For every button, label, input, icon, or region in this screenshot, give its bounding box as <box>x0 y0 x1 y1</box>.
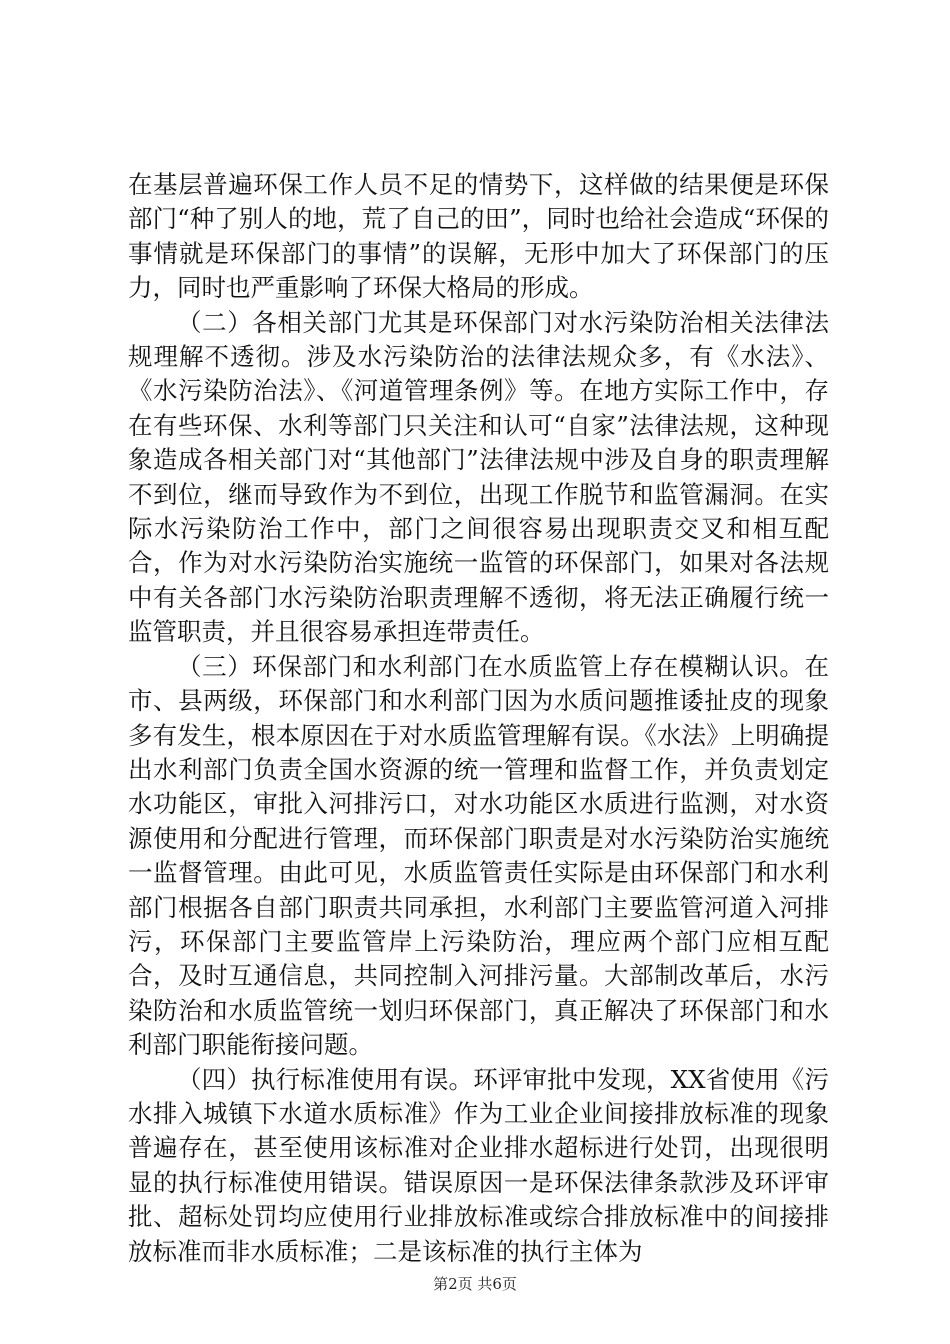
paragraph-4: （四）执行标准使用有误。环评审批中发现，XX省使用《污水排入城镇下水道水质标准》作为工业企业间接排放标准的现象普遍存在，甚至使用该标准对企业排水超标进行处罚，出现很明显的执行标准使用错误。错误原因一是环保法律条款涉及环评审批、超标处罚均应使用行业排放标准或综合排放标准中的间接排放标准而非水质标准；二是该标准的执行主体为 <box>128 1064 829 1266</box>
document-body <box>128 168 829 1269</box>
paragraph-3: （三）环保部门和水利部门在水质监管上存在模糊认识。在市、县两级，环保部门和水利部门因为水质问题推诿扯皮的现象多有发生，根本原因在于对水质监管理解有误。《水法》上明确提出水利部门负责全国水资源的统一管理和监督工作，并负责划定水功能区，审批入河排污口，对水功能区水质进行监测，对水资源使用和分配进行管理，而环保部门职责是对水污染防治实施统一监督管理。由此可见，水质监管责任实际是由环保部门和水利部门根据各自部门职责共同承担，水利部门主要监管河道入河排污，环保部门主要监管岸上污染防治，理应两个部门应相互配合，及时互通信息，共同控制入河排污量。大部制改革后，水污染防治和水质监管统一划归环保部门，真正解决了环保部门和水利部门职能衔接问题。 <box>128 651 829 1060</box>
paragraph-1: 在基层普遍环保工作人员不足的情势下，这样做的结果便是环保部门“种了别人的地，荒了自己的田”，同时也给社会造成“环保的事情就是环保部门的事情”的误解，无形中加大了环保部门的压力，同时也严重影响了环保大格局的形成。 <box>128 170 829 303</box>
page-footer: 第2页 共6页 <box>433 1275 517 1293</box>
paragraph-2: （二）各相关部门尤其是环保部门对水污染防治相关法律法规理解不透彻。涉及水污染防治的法律法规众多，有《水法》、《水污染防治法》、《河道管理条例》等。在地方实际工作中，存在有些环保、水利等部门只关注和认可“自家”法律法规，这种现象造成各相关部门对“其他部门”法律法规中涉及自身的职责理解不到位，继而导致作为不到位，出现工作脱节和监管漏洞。在实际水污染防治工作中，部门之间很容易出现职责交叉和相互配合，作为对水污染防治实施统一监管的环保部门，如果对各法规中有关各部门水污染防治职责理解不透彻，将无法正确履行统一监管职责，并且很容易承担连带责任。 <box>128 307 829 647</box>
